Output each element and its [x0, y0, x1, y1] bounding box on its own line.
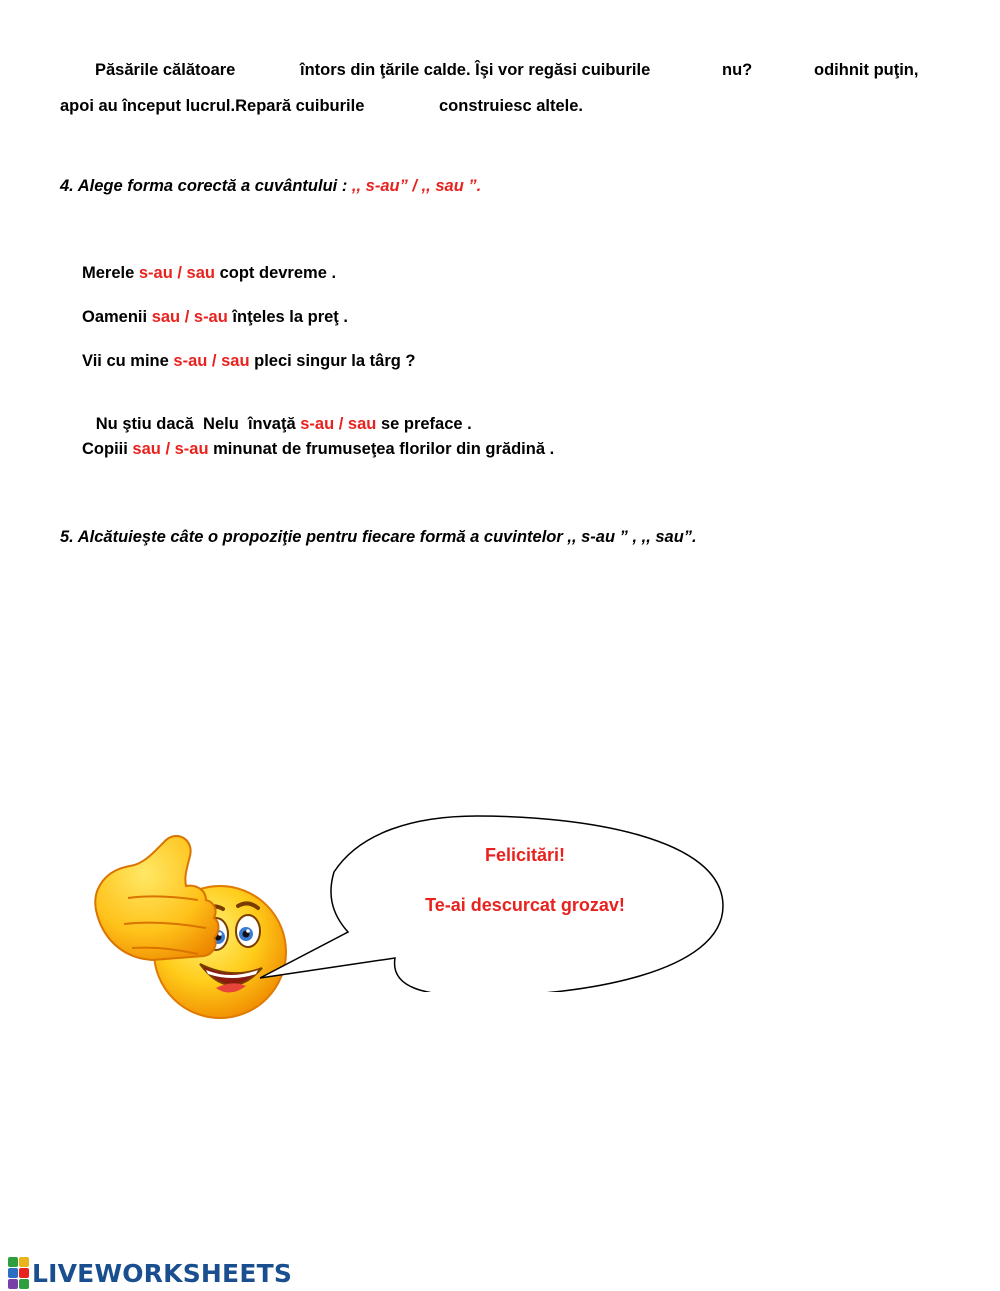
- logo-text: LIVEWORKSHEETS: [32, 1258, 293, 1288]
- choice-select[interactable]: sau / s-au: [151, 308, 228, 326]
- sentence-3: [82, 352, 415, 371]
- choice-select[interactable]: s-au / sau: [138, 264, 215, 282]
- liveworksheets-logo-icon: [8, 1257, 29, 1289]
- bubble-line-1: Felicitări!: [484, 845, 566, 865]
- sentence-text: Nu ştiu dacă Nelu învaţă: [91, 415, 301, 433]
- paragraph-text: întors din ţările calde. Îşi vor regăsi cuiburile: [300, 61, 651, 79]
- sentence-text: înţeles la preţ .: [227, 308, 348, 326]
- paragraph-text: Păsările călătoare: [95, 61, 236, 79]
- liveworksheets-logo: [8, 1258, 292, 1288]
- choice-select[interactable]: s-au / sau: [300, 415, 377, 433]
- sentence-text: pleci singur la târg ?: [249, 352, 416, 370]
- paragraph-text: construiesc altele.: [439, 97, 583, 115]
- paragraph-line-2-b: [439, 97, 583, 116]
- blank-input[interactable]: [245, 60, 295, 82]
- choice-select[interactable]: s-au / sau: [173, 352, 250, 370]
- sentence-text: Merele: [82, 264, 139, 282]
- paragraph-line-1-b: [300, 61, 650, 80]
- exercise-4-heading: [60, 177, 481, 196]
- sentence-text: minunat de frumuseţea florilor din grădină .: [208, 440, 555, 458]
- sentence-text: copt devreme .: [215, 264, 337, 282]
- paragraph-text: nu?: [722, 61, 753, 79]
- sentence-text: Vii cu mine: [82, 352, 174, 370]
- sentence-1: [82, 264, 336, 283]
- choice-select[interactable]: sau / s-au: [132, 440, 209, 458]
- sentence-4: [82, 396, 472, 434]
- blank-input[interactable]: [665, 60, 717, 82]
- sentence-2: [82, 308, 348, 327]
- paragraph-text: odihnit puţin,: [814, 61, 919, 79]
- blank-input[interactable]: [378, 96, 433, 118]
- paragraph-line-1-d: [814, 61, 918, 80]
- sentence-text: se preface .: [376, 415, 472, 433]
- bubble-line-2: Te-ai descurcat grozav!: [425, 895, 625, 915]
- sentence-5: [82, 440, 554, 459]
- exercise-5-heading: [60, 528, 697, 547]
- sentence-text: Oamenii: [82, 308, 152, 326]
- sentence-text: Copiii: [82, 440, 133, 458]
- exercise-5-answer-area[interactable]: [60, 565, 940, 785]
- paragraph-line-2: [60, 97, 364, 116]
- blank-input[interactable]: [758, 60, 808, 82]
- exercise-5-text: 5. Alcătuieşte câte o propoziţie pentru fiecare formă a cuvintelor ,, s-au ” , ,, sau”.: [60, 528, 697, 546]
- exercise-4-prefix: 4. Alege forma corectă a cuvântului :: [60, 177, 352, 195]
- paragraph-line-1: [95, 61, 235, 80]
- exercise-4-highlight: ,, s-au” / ,, sau ”.: [351, 177, 482, 195]
- paragraph-text: apoi au început lucrul.Repară cuiburile: [60, 97, 365, 115]
- paragraph-line-1-c: [722, 61, 752, 80]
